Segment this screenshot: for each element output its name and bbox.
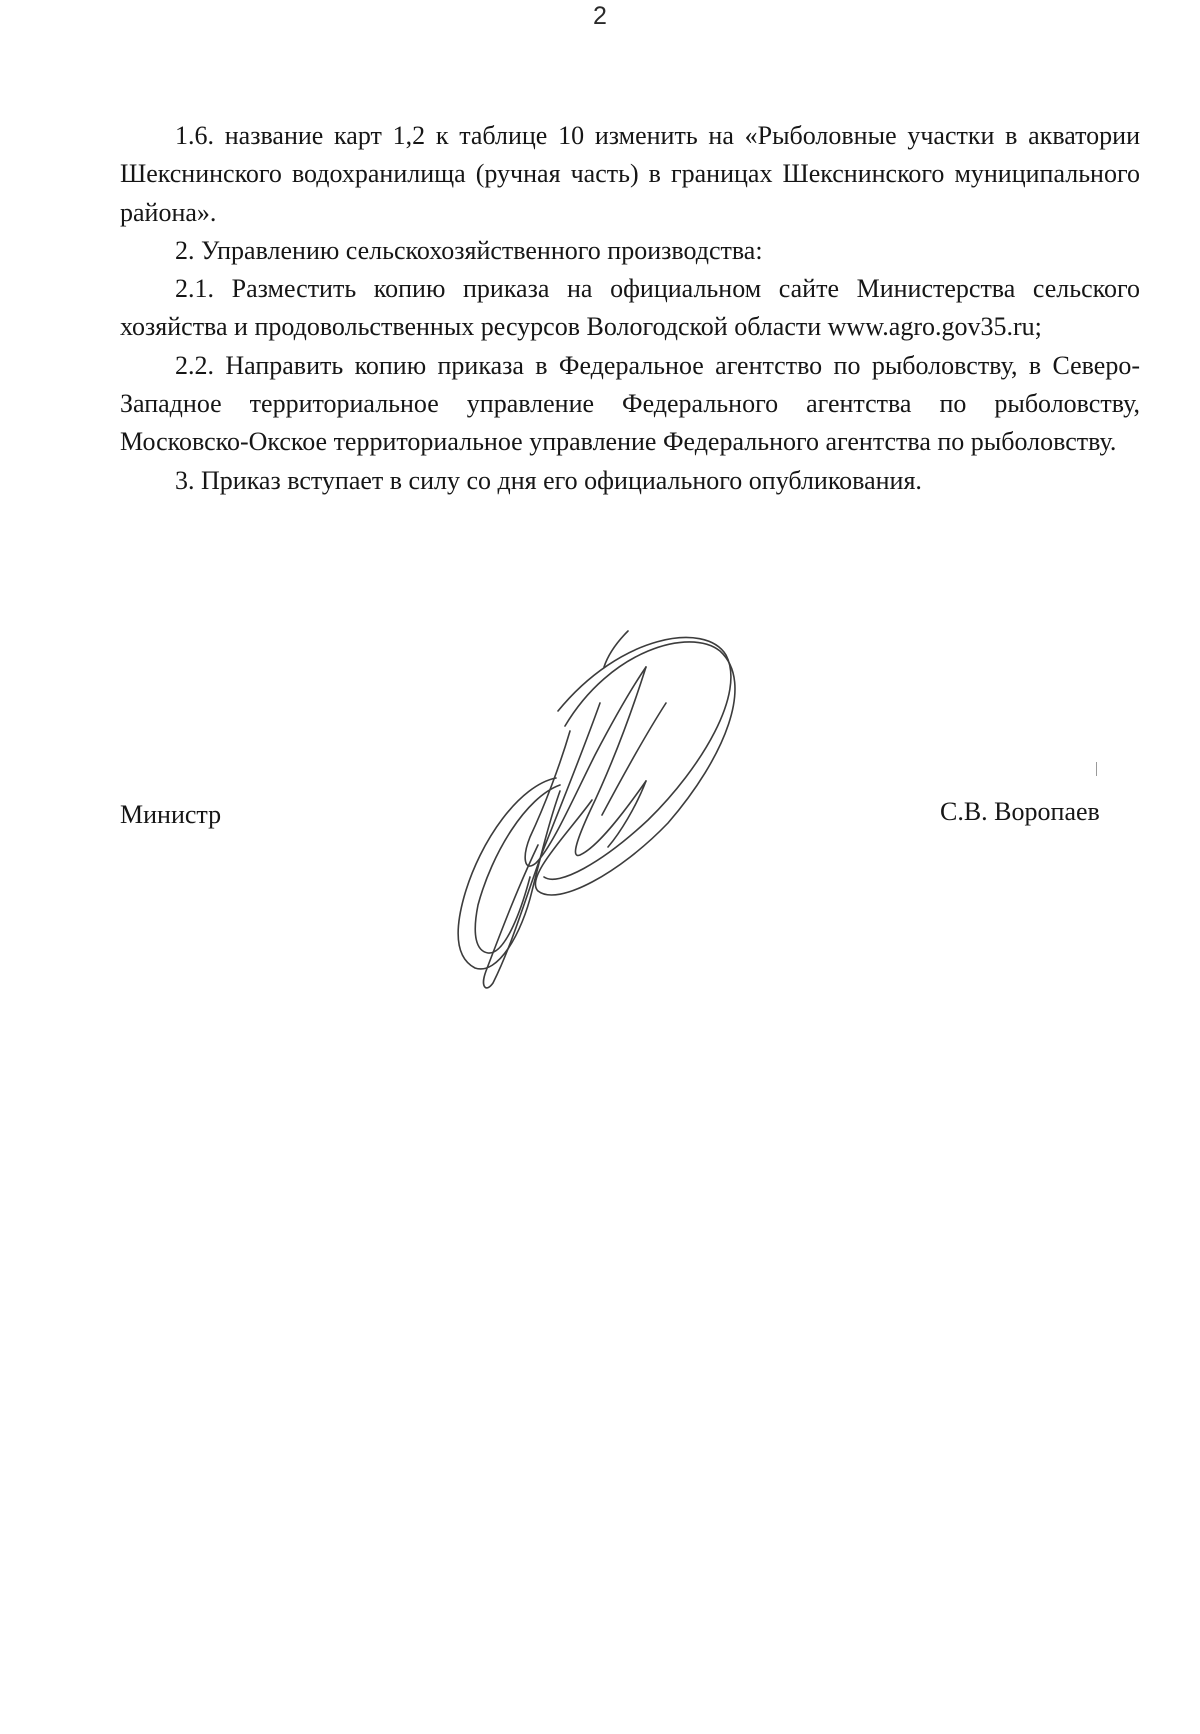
handwritten-signature [420, 615, 760, 1005]
paragraph-2-2: 2.2. Направить копию приказа в Федеральное агентство по рыболовству, в Северо-Западное территориальное управление Федерального агентства по рыболовству, Московско-Окское территориальное управление Федерального агентства по рыболовству. [120, 350, 1140, 457]
page-number: 2 [593, 2, 607, 30]
paragraph-1-6: 1.6. название карт 1,2 к таблице 10 изменить на «Рыболовные участки в акватории Шекснинского водохранилища (ручная часть) в границах Шекснинского муниципального района». [120, 121, 1140, 227]
scan-artifact-mark [1096, 762, 1097, 776]
paragraph-3: 3. Приказ вступает в силу со дня его официального опубликования. [175, 465, 922, 495]
paragraph-2: 2. Управлению сельскохозяйственного производства: [175, 235, 763, 265]
signer-position: Министр [120, 800, 222, 829]
signer-name: С.В. Воропаев [940, 797, 1100, 826]
paragraph-2-1: 2.1. Разместить копию приказа на официальном сайте Министерства сельского хозяйства и продовольственных ресурсов Вологодской области www.agro.gov35.ru; [120, 274, 1140, 342]
document-body [120, 117, 1140, 500]
